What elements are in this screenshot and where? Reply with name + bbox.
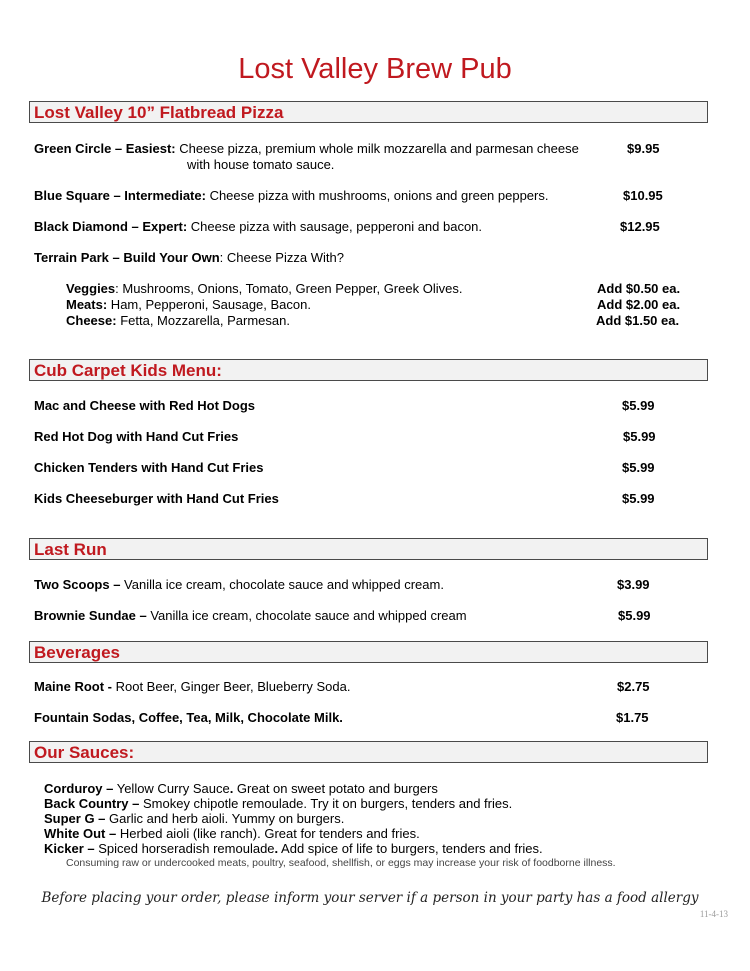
sauce-desc: Herbed aioli (like ranch). Great for tenders and fries. [116,826,420,841]
item-name: Terrain Park – Build Your Own [34,250,220,265]
item-name: Black Diamond – Expert: [34,219,188,234]
item-desc: Cheese pizza, premium whole milk mozzarella and parmesan cheese [175,141,579,156]
sauce-white-out [44,826,420,841]
item-price: $12.95 [620,219,660,234]
topping-name: Cheese: [66,313,117,328]
section-header-kids [29,359,708,381]
sauce-desc-extra: Great on sweet potato and burgers [233,781,438,796]
section-title-pizza: Lost Valley 10” Flatbread Pizza [34,103,284,122]
item-price: $3.99 [617,577,650,592]
menu-item-two-scoops [34,577,444,593]
item-desc: Cheese pizza with mushrooms, onions and green peppers. [205,188,549,203]
menu-item-brownie-sundae [34,608,467,624]
section-header-last-run [29,538,708,560]
item-desc: : Cheese Pizza With? [219,250,344,265]
sauce-name: White Out – [44,826,117,841]
menu-item-fountain-sodas: Fountain Sodas, Coffee, Tea, Milk, Chocolate Milk. [34,710,343,725]
topping-desc: Ham, Pepperoni, Sausage, Bacon. [107,297,311,312]
item-price: $5.99 [622,460,655,475]
item-desc: Root Beer, Ginger Beer, Blueberry Soda. [112,679,351,694]
topping-price: Add $0.50 ea. [597,281,681,296]
sauce-name: Corduroy – [44,781,114,796]
menu-item-terrain-park [34,250,344,266]
item-name: Maine Root - [34,679,112,694]
menu-item-mac-cheese: Mac and Cheese with Red Hot Dogs [34,398,256,413]
sauce-desc: Smokey chipotle remoulade. Try it on burgers, tenders and fries. [139,796,513,811]
topping-desc: Fetta, Mozzarella, Parmesan. [116,313,290,328]
sauce-desc: Spiced horseradish remoulade [94,841,275,856]
item-desc: Vanilla ice cream, chocolate sauce and whipped cream. [120,577,444,592]
topping-cheese [66,313,290,329]
item-price: $2.75 [617,679,650,694]
sauce-super-g [44,811,344,826]
page-title: Lost Valley Brew Pub [238,53,512,85]
topping-name: Meats: [66,297,108,312]
allergy-note: Before placing your order, please inform your server if a person in your party has a food allergy [41,890,699,906]
topping-price: Add $1.50 ea. [596,313,680,328]
section-title-last-run: Last Run [34,540,107,559]
topping-veggies [66,281,462,297]
topping-desc: : Mushrooms, Onions, Tomato, Green Pepper, Greek Olives. [115,281,463,296]
menu-item-green-circle [34,141,579,157]
item-name: Two Scoops – [34,577,121,592]
revision-date: 11-4-13 [699,909,728,919]
topping-price: Add $2.00 ea. [597,297,681,312]
menu-item-maine-root [34,679,350,695]
sauce-dot: . [229,781,234,796]
sauce-name: Kicker – [44,841,95,856]
menu-item-kids-cheeseburger: Kids Cheeseburger with Hand Cut Fries [34,491,279,506]
sauce-name: Back Country – [44,796,140,811]
sauce-desc: Yellow Curry Sauce [113,781,230,796]
menu-item-blue-square [34,188,548,204]
item-desc: Cheese pizza with sausage, pepperoni and bacon. [187,219,483,234]
section-title-sauces: Our Sauces: [34,743,135,762]
section-title-kids: Cub Carpet Kids Menu: [34,361,222,380]
menu-item-chicken-tenders: Chicken Tenders with Hand Cut Fries [34,460,264,475]
foodborne-disclaimer: Consuming raw or undercooked meats, poultry, seafood, shellfish, or eggs may increase your risk of foodborne illness. [66,857,616,869]
item-name: Brownie Sundae – [34,608,147,623]
sauce-dot: . [274,841,279,856]
item-price: $9.95 [627,141,660,156]
menu-item-red-hot-dog: Red Hot Dog with Hand Cut Fries [34,429,239,444]
sauce-corduroy [44,781,438,796]
section-header-pizza [29,101,708,123]
item-price: $1.75 [616,710,649,725]
sauce-desc-extra: Add spice of life to burgers, tenders and fries. [278,841,543,856]
item-desc: Vanilla ice cream, chocolate sauce and whipped cream [146,608,467,623]
item-price: $5.99 [623,429,656,444]
item-price: $10.95 [623,188,663,203]
sauce-back-country [44,796,512,811]
sauce-desc: Garlic and herb aioli. Yummy on burgers. [105,811,345,826]
section-header-beverages [29,641,708,663]
item-price: $5.99 [622,491,655,506]
item-desc-continued: with house tomato sauce. [187,157,335,172]
item-name: Blue Square – Intermediate: [34,188,206,203]
sauce-kicker [44,841,543,856]
section-title-beverages: Beverages [34,643,121,662]
section-header-sauces [29,741,708,763]
item-name: Green Circle – Easiest: [34,141,176,156]
topping-name: Veggies [66,281,116,296]
menu-item-black-diamond [34,219,482,235]
item-price: $5.99 [622,398,655,413]
topping-meats [66,297,311,313]
item-price: $5.99 [618,608,651,623]
sauce-name: Super G – [44,811,106,826]
